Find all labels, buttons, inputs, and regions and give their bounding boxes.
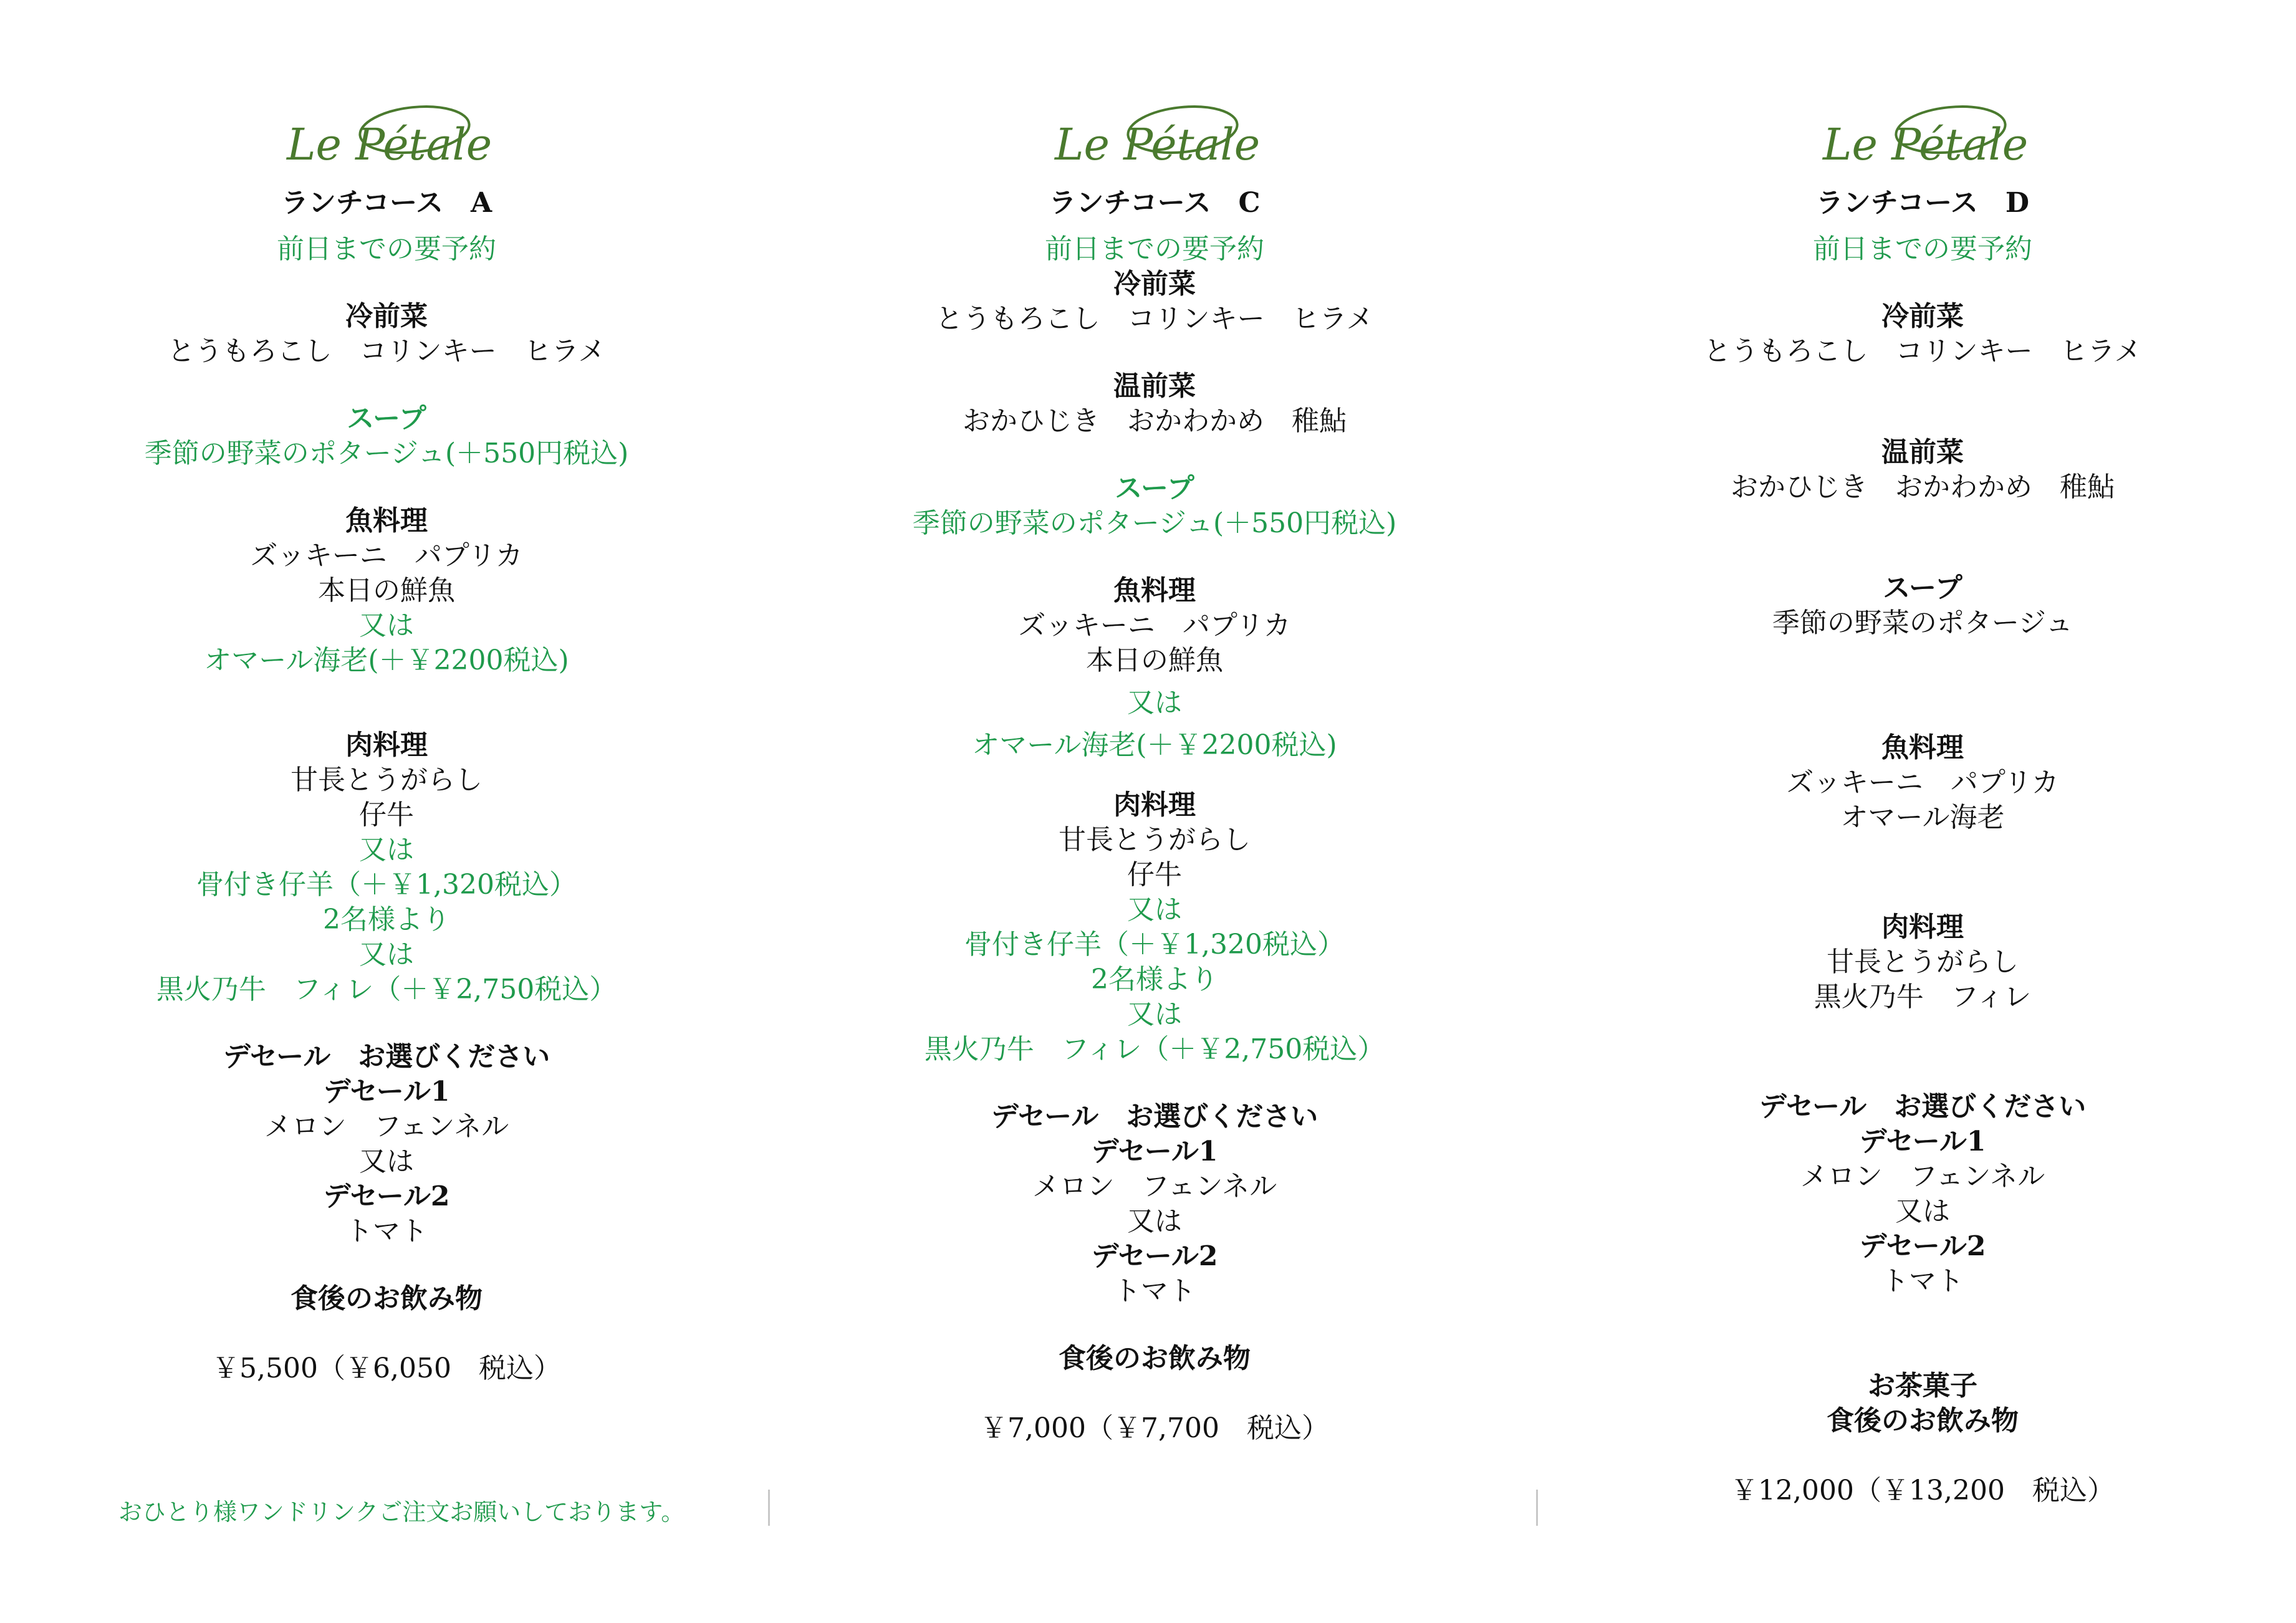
menu-heading: デセール1 <box>1091 1136 1218 1167</box>
menu-heading: デセール お選びください <box>223 1041 550 1073</box>
menu-heading: ランチコース D <box>1815 187 2030 219</box>
menu-heading: デセール お選びください <box>1759 1091 2087 1123</box>
menu-item: 前日までの要予約 <box>1045 233 1264 265</box>
menu-item: 又は <box>359 834 414 866</box>
menu-item: 又は <box>359 1146 414 1177</box>
menu-item: ズッキーニ パプリカ <box>250 540 523 572</box>
menu-item: ズッキーニ パプリカ <box>1786 767 2059 798</box>
menu-item: 本日の鮮魚 <box>1086 644 1223 676</box>
menu-heading: デセール2 <box>323 1180 450 1212</box>
menu-item: 又は <box>1127 687 1182 719</box>
menu-heading: 温前菜 <box>1881 436 1964 468</box>
menu-item: とうもろこし コリンキー ヒラメ <box>935 303 1374 335</box>
menu-lines <box>1555 186 2290 1508</box>
column-divider <box>1536 1490 1538 1526</box>
menu-heading: 肉料理 <box>345 729 428 761</box>
menu-item: 黒火乃牛 フィレ <box>1813 981 2032 1013</box>
menu-item: メロン フェンネル <box>1800 1161 2045 1192</box>
menu-heading: 肉料理 <box>1113 789 1196 821</box>
menu-heading: 食後のお飲み物 <box>1059 1343 1251 1374</box>
menu-item: オマール海老(＋￥2200税込) <box>204 644 569 676</box>
menu-item: 又は <box>359 939 414 970</box>
menu-item: トマト <box>345 1215 428 1247</box>
menu-item: メロン フェンネル <box>1032 1171 1277 1202</box>
menu-heading: 魚料理 <box>1113 575 1196 606</box>
menu-item: 甘長とうがらし <box>291 764 483 796</box>
menu-heading: 肉料理 <box>1881 911 1964 943</box>
menu-heading: 魚料理 <box>1881 732 1964 764</box>
menu-heading: 冷前菜 <box>1881 300 1964 332</box>
menu-item: 甘長とうがらし <box>1827 946 2019 978</box>
menu-item: トマト <box>1881 1265 1964 1297</box>
menu-heading: 温前菜 <box>1113 370 1196 402</box>
menu-item: 骨付き仔羊（＋￥1,320税込） <box>964 929 1345 960</box>
menu-item: ￥5,500（￥6,050 税込） <box>212 1352 561 1384</box>
column-divider <box>768 1490 770 1526</box>
menu-item: メロン フェンネル <box>264 1111 509 1142</box>
svg-text:Le Pétale: Le Pétale <box>287 119 492 170</box>
svg-text:Le Pétale: Le Pétale <box>1823 119 2029 170</box>
menu-item: とうもろこし コリンキー ヒラメ <box>167 335 606 367</box>
menu-item: おかひじき おかわかめ 稚鮎 <box>963 405 1347 437</box>
menu-item: 仔牛 <box>359 799 414 831</box>
menu-item: オマール海老 <box>1840 802 2005 833</box>
menu-item: オマール海老(＋￥2200税込) <box>972 729 1337 761</box>
menu-item: 骨付き仔羊（＋￥1,320税込） <box>196 869 577 901</box>
menu-item: 季節の野菜のポタージュ(＋550円税込) <box>912 507 1397 539</box>
menu-item: トマト <box>1113 1275 1196 1307</box>
menu-item: 又は <box>359 610 414 641</box>
menu-heading: 魚料理 <box>345 505 428 537</box>
menu-heading: お茶菓子 <box>1868 1370 1977 1402</box>
logo <box>19 93 754 181</box>
menu-item: 前日までの要予約 <box>277 233 496 265</box>
menu-item: 季節の野菜のポタージュ(＋550円税込) <box>144 438 629 469</box>
svg-text:Le Pétale: Le Pétale <box>1055 119 1261 170</box>
menu-column-a <box>19 93 754 1386</box>
menu-item: 又は <box>1127 894 1182 926</box>
menu-item: 又は <box>1127 998 1182 1030</box>
menu-heading: ランチコース C <box>1049 187 1261 219</box>
menu-heading: デセール1 <box>1859 1126 1986 1157</box>
menu-heading: デセール お選びください <box>991 1101 1319 1132</box>
menu-item: 前日までの要予約 <box>1813 233 2032 265</box>
menu-item: おかひじき おかわかめ 稚鮎 <box>1731 471 2115 503</box>
menu-item: 2名様より <box>1091 964 1218 995</box>
menu-item: 2名様より <box>323 904 450 936</box>
menu-heading: デセール2 <box>1859 1230 1986 1262</box>
menu-heading: デセール2 <box>1091 1240 1218 1272</box>
logo <box>787 93 1522 181</box>
menu-heading: スープ <box>1883 572 1962 604</box>
menu-heading: 冷前菜 <box>1113 268 1196 300</box>
logo <box>1555 93 2290 181</box>
menu-item: 又は <box>1127 1205 1182 1237</box>
menu-heading: スープ <box>1115 472 1194 504</box>
menu-item: ￥12,000（￥13,200 税込） <box>1731 1475 2115 1506</box>
menu-item: 黒火乃牛 フィレ（＋￥2,750税込） <box>924 1033 1385 1065</box>
menu-heading: 冷前菜 <box>345 300 428 332</box>
menu-item: 仔牛 <box>1127 859 1182 891</box>
menu-column-c <box>787 93 1522 1446</box>
menu-item: とうもろこし コリンキー ヒラメ <box>1703 335 2142 367</box>
menu-heading: 食後のお飲み物 <box>1827 1405 2019 1437</box>
menu-item: 黒火乃牛 フィレ（＋￥2,750税込） <box>156 974 617 1005</box>
menu-column-d <box>1555 93 2290 1508</box>
menu-heading: スープ <box>347 403 426 434</box>
menu-item: ズッキーニ パプリカ <box>1018 610 1291 641</box>
menu-item: ￥7,000（￥7,700 税込） <box>980 1412 1329 1444</box>
footer-note: おひとり様ワンドリンクご注文お願いしております。 <box>118 1498 685 1526</box>
menu-heading: デセール1 <box>323 1076 450 1108</box>
menu-item: 又は <box>1895 1195 1950 1227</box>
menu-heading: ランチコース A <box>281 187 492 219</box>
menu-item: 甘長とうがらし <box>1059 824 1251 856</box>
menu-lines <box>787 186 1522 1446</box>
menu-heading: 食後のお飲み物 <box>291 1283 483 1314</box>
menu-item: 季節の野菜のポタージュ <box>1772 607 2073 639</box>
menu-item: 本日の鮮魚 <box>318 575 455 606</box>
menu-lines <box>19 186 754 1386</box>
